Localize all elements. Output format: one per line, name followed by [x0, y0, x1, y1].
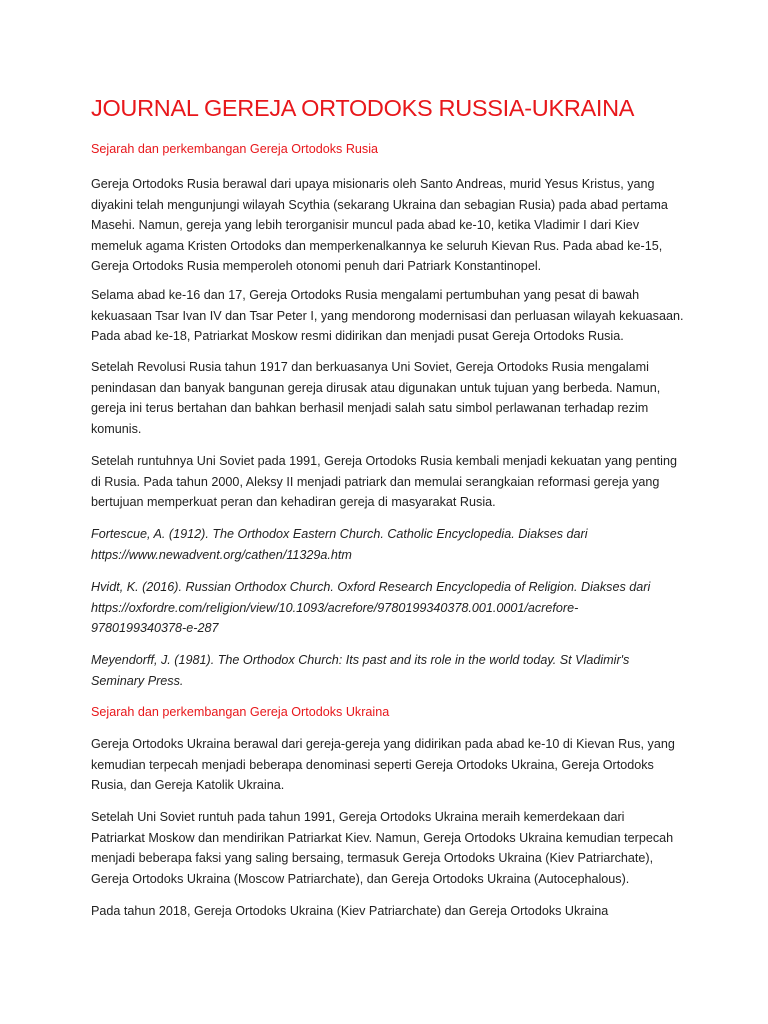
paragraph: Pada tahun 2018, Gereja Ortodoks Ukraina (Kiev Patriarchate) dan Gereja Ortodoks Ukraina — [91, 904, 609, 918]
paragraph: Gereja Ortodoks Ukraina berawal dari gereja-gereja yang didirikan pada abad ke-10 di Kievan Rus, yang kemudian terpecah menjadi beberapa denominasi seperti Gereja Ortodoks Ukraina, Gereja Ortodoks Rusia, dan Gereja Katolik Ukraina. — [91, 737, 675, 793]
reference-item: Meyendorff, J. (1981). The Orthodox Church: Its past and its role in the world today. St Vladimir's Seminary Press. — [91, 653, 630, 688]
document-title: JOURNAL GEREJA ORTODOKS RUSSIA-UKRAINA — [91, 95, 635, 121]
reference-item: Fortescue, A. (1912). The Orthodox Eastern Church. Catholic Encyclopedia. Diakses dari https://www.newadvent.org/cathen/11329a.htm — [91, 527, 588, 562]
section-heading-ukraine: Sejarah dan perkembangan Gereja Ortodoks Ukraina — [91, 705, 390, 719]
reference-item: Hvidt, K. (2016). Russian Orthodox Church. Oxford Research Encyclopedia of Religion. Diakses dari https://oxfordre.com/religion/view/10.1093/acrefore/9780199340378.001.0001/acrefore- 9780199340378-e-287 — [91, 580, 651, 636]
paragraph: Gereja Ortodoks Rusia berawal dari upaya misionaris oleh Santo Andreas, murid Yesus Kristus, yang diyakini telah mengunjungi wilayah Scythia (sekarang Ukraina dan sebagian Rusia) pada abad pertama Masehi. Namun, gereja yang lebih terorganisir muncul pada abad ke-10, ketika Vladimir I dari Kiev memeluk agama Kristen Ortodoks dan memperkenalkannya ke seluruh Kievan Rus. Pada abad ke-15, Gereja Ortodoks Rusia memperoleh otonomi penuh dari Patriark Konstantinopel. — [91, 177, 668, 274]
paragraph: Setelah Uni Soviet runtuh pada tahun 1991, Gereja Ortodoks Ukraina meraih kemerdekaan dari Patriarkat Moskow dan mendirikan Patriarkat Kiev. Namun, Gereja Ortodoks Ukraina kemudian terpecah menjadi beberapa faksi yang saling bersaing, termasuk Gereja Ortodoks Ukraina (Kiev Patriarchate), Gereja Ortodoks Ukraina (Moscow Patriarchate), dan Gereja Ortodoks Ukraina (Autocephalous). — [91, 810, 674, 886]
section-heading-russia: Sejarah dan perkembangan Gereja Ortodoks Rusia — [91, 142, 379, 156]
paragraph: Selama abad ke-16 dan 17, Gereja Ortodoks Rusia mengalami pertumbuhan yang pesat di bawah kekuasaan Tsar Ivan IV dan Tsar Peter I, yang mendorong modernisasi dan perluasan wilayah kekuasaan. Pada abad ke-18, Patriarkat Moskow resmi didirikan dan menjadi pusat Gereja Ortodoks Rusia. — [91, 288, 684, 344]
paragraph: Setelah Revolusi Rusia tahun 1917 dan berkuasanya Uni Soviet, Gereja Ortodoks Rusia mengalami penindasan dan banyak bangunan gereja dirusak atau digunakan untuk tujuan yang berbeda. Namun, gereja ini terus bertahan dan bahkan berhasil menjadi salah satu simbol perlawanan terhadap rezim komunis. — [91, 360, 661, 436]
paragraph: Setelah runtuhnya Uni Soviet pada 1991, Gereja Ortodoks Rusia kembali menjadi kekuatan yang penting di Rusia. Pada tahun 2000, Aleksy II menjadi patriark dan memulai serangkaian reformasi gereja yang bertujuan memperkuat peran dan kehadiran gereja di masyarakat Rusia. — [91, 454, 677, 510]
